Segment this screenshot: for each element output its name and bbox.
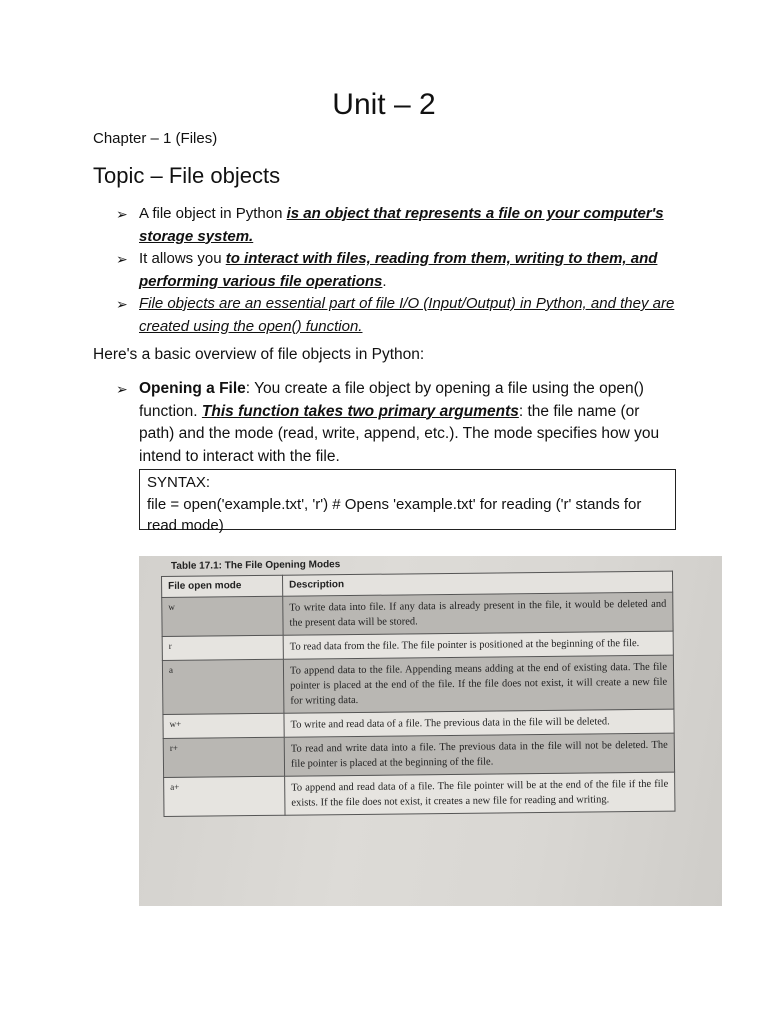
bullet-item — [116, 378, 676, 468]
mode-cell: w+ — [163, 713, 284, 738]
bullet-item — [116, 203, 676, 248]
intro-bullet-list — [116, 203, 676, 338]
mode-cell: r+ — [163, 737, 284, 777]
arrow-bullet-icon: ➢ — [116, 381, 128, 397]
syntax-box — [139, 469, 676, 534]
arrow-bullet-icon: ➢ — [116, 296, 128, 312]
table-row — [163, 733, 674, 777]
bullet-text: A file object in Python — [139, 205, 287, 222]
bullet-item — [116, 293, 676, 338]
overview-paragraph: Here's a basic overview of file objects in Python: — [93, 346, 425, 363]
table-header-mode: File open mode — [162, 575, 283, 597]
description-cell: To append and read data of a file. The file pointer will be at the end of the file if the file exists. If the file does not exist, it creates a new file for reading and writing. — [285, 772, 675, 815]
bullet-emphasis: is an object that represents a file on your computer's storage system. — [139, 205, 664, 245]
bullet-text: It allows you — [139, 250, 226, 267]
bullet-emphasis: File objects are an essential part of file I/O (Input/Output) in Python, and they are created using the open() function. — [139, 295, 675, 335]
description-cell: To write and read data of a file. The previous data in the file will be deleted. — [284, 709, 674, 737]
topic-heading: Topic – File objects — [93, 163, 281, 188]
opening-bullet-list — [116, 378, 676, 468]
file-modes-table — [161, 571, 675, 817]
opening-text: : You create a file object by opening a file using the open() function. — [139, 380, 644, 420]
syntax-code: file = open('example.txt', 'r') # Opens 'example.txt' for reading ('r' stands for read mode) — [147, 495, 642, 534]
table-header-description: Description — [282, 571, 672, 596]
arrow-bullet-icon: ➢ — [116, 206, 128, 222]
opening-text-end: : the file name (or path) and the mode (read, write, append, etc.). The mode specifies how you intend to interact with the file. — [139, 402, 660, 465]
opening-bold-label: Opening a File — [139, 380, 246, 397]
file-modes-table-photo — [139, 556, 722, 906]
bullet-emphasis: to interact with files, reading from them, writing to them, and performing various file operations — [139, 250, 658, 290]
table-row — [162, 655, 674, 714]
description-cell: To read data from the file. The file pointer is positioned at the beginning of the file. — [283, 631, 673, 659]
description-cell: To write data into file. If any data is already present in the file, it would be deleted and the present data will be stored. — [283, 592, 673, 635]
mode-cell: a — [162, 659, 284, 714]
description-cell: To read and write data into a file. The previous data in the file will not be deleted. The file pointer is placed at the beginning of the file. — [284, 733, 674, 776]
photo-table-caption: Table 17.1: The File Opening Modes — [170, 559, 341, 572]
description-cell: To append data to the file. Appending means adding at the end of existing data. The file pointer is placed at the end of the file. If the file does not exist, it will create a new file for writing data. — [283, 655, 674, 713]
bullet-tail: . — [382, 272, 387, 290]
table-row — [162, 592, 673, 636]
mode-cell: w — [162, 596, 283, 636]
opening-emphasis: This function takes two primary arguments — [201, 402, 519, 420]
mode-cell: a+ — [164, 776, 285, 816]
page-title: Unit – 2 — [332, 88, 436, 121]
chapter-heading: Chapter – 1 (Files) — [93, 130, 218, 147]
syntax-label: SYNTAX: — [147, 474, 211, 491]
arrow-bullet-icon: ➢ — [116, 251, 128, 267]
mode-cell: r — [162, 635, 283, 660]
table-row — [164, 772, 675, 816]
bullet-item — [116, 248, 676, 293]
